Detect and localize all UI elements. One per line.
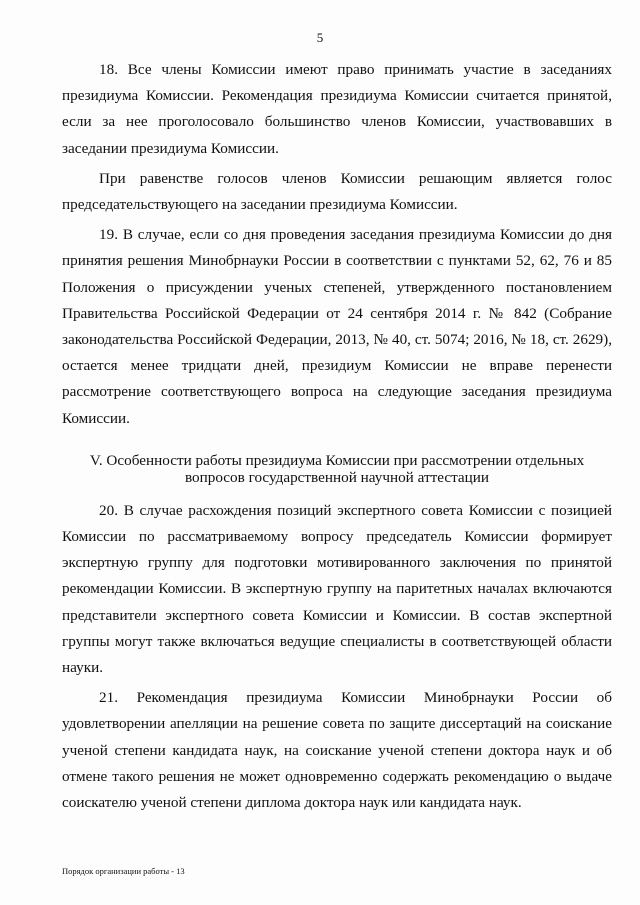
paragraph-21: 21. Рекомендация президиума Комиссии Минобрнауки России об удовлетворении апелляции на решение совета по защите диссертаций на соискание ученой степени кандидата наук, на соискание ученой степени доктора наук и об отмене такого решения не может одновременно содержать рекомендацию о выдаче соискателю ученой степени диплома доктора наук или кандидата наук. bbox=[62, 689, 612, 812]
page-number: 5 bbox=[316, 30, 324, 45]
paragraph-18: 18. Все члены Комиссии имеют право принимать участие в заседаниях президиума Комиссии. Рекомендация президиума Комиссии считается принятой, если за нее проголосовало большинство членов Комиссии, участвовавших в заседании президиума Комиссии. bbox=[62, 61, 612, 157]
paragraph-19: 19. В случае, если со дня проведения заседания президиума Комиссии до дня принятия решения Минобрнауки России в соответствии с пунктами 52, 62, 76 и 85 Положения о присуждении ученых степеней, утвержденного постановлением Правительства Российской Федерации от 24 сентября 2014 г. № 842 (Собрание законодательства Российской Федерации, 2013, № 40, ст. 5074; 2016, № 18, ст. 2629), остается менее тридцати дней, президиум Комиссии не вправе перенести рассмотрение соответствующего вопроса на следующие заседания президиума Комиссии. bbox=[62, 226, 612, 427]
document-body bbox=[62, 57, 612, 820]
section-heading-v: V. Особенности работы президиума Комиссии при рассмотрении отдельных вопросов государственной научной аттестации bbox=[89, 451, 585, 486]
paragraph-20: 20. В случае расхождения позиций экспертного совета Комиссии с позицией Комиссии по рассматриваемому вопросу председатель Комиссии формирует экспертную группу для подготовки мотивированного заключения по принятой рекомендации Комиссии. В экспертную группу на паритетных началах включаются представители экспертного совета Комиссии и Комиссии. В состав экспертной группы могут также включаться ведущие специалисты в соответствующей области науки. bbox=[62, 501, 612, 677]
footer-note: Порядок организации работы - 13 bbox=[62, 866, 185, 876]
paragraph-18-tie-vote: При равенстве голосов членов Комиссии решающим является голос председательствующего на заседании президиума Комиссии. bbox=[62, 169, 612, 214]
